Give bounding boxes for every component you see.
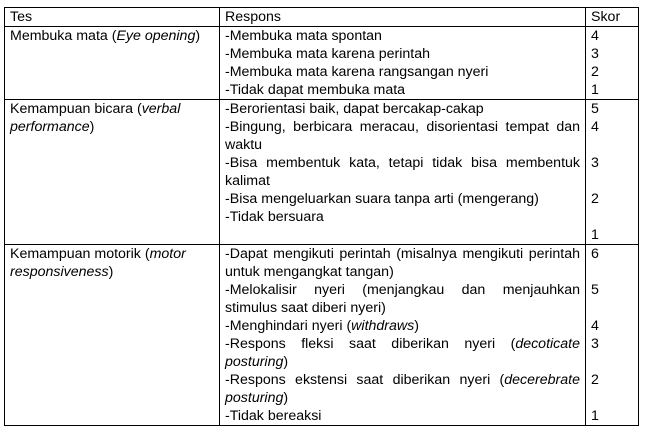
- response-item: -Membuka mata spontan: [225, 28, 382, 44]
- test-label-italic: motor responsiveness: [10, 246, 186, 280]
- response-item: [225, 371, 580, 407]
- score-spacer: [591, 263, 633, 281]
- score-spacer: [591, 136, 633, 154]
- score-spacer: [591, 208, 633, 226]
- score-spacer: [591, 353, 633, 371]
- table-row-verbal: [5, 100, 639, 245]
- response-text: -Respons ekstensi saat diberikan nyeri (: [225, 372, 505, 388]
- test-label-italic: Eye opening: [116, 28, 196, 44]
- response-text: ): [283, 390, 289, 406]
- test-label-tail: ): [108, 264, 114, 280]
- response-italic: withdraws: [351, 318, 415, 334]
- score-cell-eye-opening: [586, 27, 639, 100]
- test-label-plain: Kemampuan bicara (: [10, 101, 142, 117]
- score-value: 3: [591, 46, 599, 62]
- header-response: Respons: [220, 8, 586, 27]
- response-item: -Tidak bereaksi: [225, 408, 322, 424]
- response-item: -Bisa membentuk kata, tetapi tidak bisa membentuk kalimat: [225, 155, 580, 189]
- score-value: 5: [591, 282, 599, 298]
- score-value: 2: [591, 372, 599, 388]
- test-label-plain: Membuka mata (: [10, 28, 117, 44]
- response-item: -Membuka mata karena perintah: [225, 46, 431, 62]
- score-value: 6: [591, 246, 599, 262]
- score-value: 2: [591, 191, 599, 207]
- response-item: -Bisa mengeluarkan suara tanpa arti (mengerang): [225, 191, 539, 207]
- gcs-table: [4, 7, 639, 426]
- test-cell-motor: [5, 245, 220, 426]
- score-value: 4: [591, 28, 599, 44]
- response-italic: decerebrate posturing: [225, 372, 580, 406]
- response-text: -Respons fleksi saat diberikan nyeri (: [225, 336, 516, 352]
- response-item: [225, 317, 580, 335]
- test-cell-verbal: [5, 100, 220, 245]
- response-cell-motor: [220, 245, 586, 426]
- response-item: [225, 335, 580, 371]
- test-cell-eye-opening: [5, 27, 220, 100]
- table-row-motor: [5, 245, 639, 426]
- response-text: -Menghindari nyeri (: [225, 318, 352, 334]
- response-cell-eye-opening: [220, 27, 586, 100]
- score-value: 4: [591, 318, 599, 334]
- score-spacer: [591, 299, 633, 317]
- score-value: 3: [591, 155, 599, 171]
- response-item: -Membuka mata karena rangsangan nyeri: [225, 64, 489, 80]
- test-label-tail: ): [89, 119, 95, 135]
- response-item: -Berorientasi baik, dapat bercakap-cakap: [225, 101, 484, 117]
- response-text: ): [414, 318, 419, 334]
- table-row-eye-opening: [5, 27, 639, 100]
- score-value: 4: [591, 119, 599, 135]
- test-label-tail: ): [195, 28, 201, 44]
- score-value: 3: [591, 336, 599, 352]
- header-score: Skor: [586, 8, 639, 27]
- response-item: -Tidak dapat membuka mata: [225, 82, 406, 98]
- response-text: ): [283, 354, 289, 370]
- response-item: -Tidak bersuara: [225, 209, 324, 225]
- score-cell-verbal: [586, 100, 639, 245]
- score-cell-motor: [586, 245, 639, 426]
- score-value: 1: [591, 82, 599, 98]
- table-header-row: [5, 8, 639, 27]
- response-cell-verbal: [220, 100, 586, 245]
- test-label-plain: Kemampuan motorik (: [10, 246, 150, 262]
- score-value: 2: [591, 64, 599, 80]
- response-item: -Bingung, berbicara meracau, disorientasi tempat dan waktu: [225, 119, 580, 153]
- score-value: 1: [591, 408, 599, 424]
- score-spacer: [591, 389, 633, 407]
- score-spacer: [591, 172, 633, 190]
- score-value: 5: [591, 101, 599, 117]
- response-italic: decoticate posturing: [225, 336, 580, 370]
- response-item: -Dapat mengikuti perintah (misalnya mengikuti perintah untuk mengangkat tangan): [225, 246, 580, 280]
- header-test: Tes: [5, 8, 220, 27]
- test-label-italic: verbal performance: [10, 101, 181, 135]
- response-item: -Melokalisir nyeri (menjangkau dan menjauhkan stimulus saat diberi nyeri): [225, 282, 580, 316]
- score-value: 1: [591, 227, 599, 243]
